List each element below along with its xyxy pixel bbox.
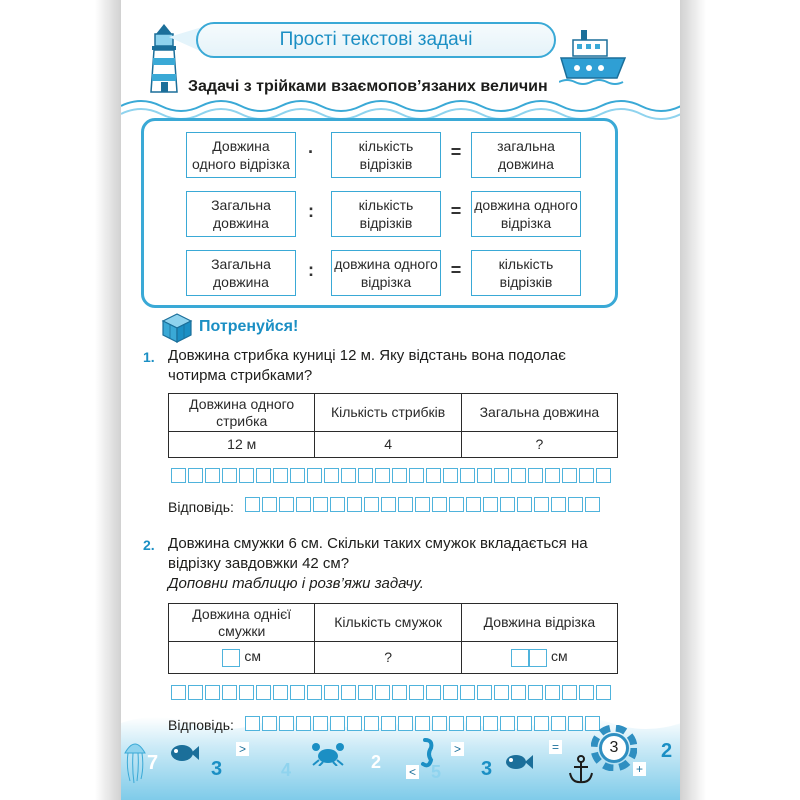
seahorse-icon bbox=[417, 738, 437, 768]
waves-decoration bbox=[121, 92, 680, 120]
formula-3-equals: = bbox=[450, 260, 462, 280]
task-1-number: 1. bbox=[143, 349, 155, 365]
task-1-solution-grid[interactable] bbox=[171, 468, 613, 483]
task-2-header-length: Довжина однієї смужки bbox=[169, 604, 315, 642]
ship-icon bbox=[559, 28, 627, 88]
task-1-cell-length: 12 м bbox=[169, 432, 315, 458]
page-edge-shadow-right bbox=[680, 0, 706, 800]
decor-symbol: 5 bbox=[431, 762, 442, 782]
task-2-unit-1: см bbox=[244, 648, 261, 665]
formula-1-term-b: кількість відрізків bbox=[331, 132, 441, 178]
task-1-header-total: Загальна довжина bbox=[461, 394, 617, 432]
cube-icon bbox=[161, 312, 193, 344]
decor-symbol: = bbox=[549, 740, 562, 754]
formula-2-operator: : bbox=[308, 201, 314, 221]
crab-icon bbox=[311, 740, 345, 766]
decor-symbol: + bbox=[633, 762, 646, 776]
task-2-total-input-tens[interactable] bbox=[511, 649, 529, 667]
task-1-cell-total: ? bbox=[461, 432, 617, 458]
formula-3-term-a: Загальна довжина bbox=[186, 250, 296, 296]
task-1-answer-grid[interactable] bbox=[245, 497, 602, 512]
task-2-answer-grid[interactable] bbox=[245, 716, 602, 731]
task-2-solution-grid[interactable] bbox=[171, 685, 613, 700]
section-subtitle: Задачі з трійками взаємопов’язаних величин bbox=[188, 78, 548, 95]
task-2-cell-count: ? bbox=[315, 642, 461, 674]
practice-title: Потренуйся! bbox=[199, 318, 299, 335]
decor-symbol: 3 bbox=[211, 758, 223, 780]
task-1-text: Довжина стрибка куниці 12 м. Яку відстань вона подолає чотирма стрибками? bbox=[168, 347, 566, 384]
decor-symbol: 2 bbox=[371, 752, 382, 772]
decor-symbol: > bbox=[236, 742, 249, 756]
task-2-header-count: Кількість смужок bbox=[315, 604, 461, 642]
decor-symbol: 2 bbox=[661, 740, 673, 762]
task-2-instruction: Доповни таблицю і розв’яжи задачу. bbox=[168, 575, 424, 592]
formula-1-term-a: Довжина одного відрізка bbox=[186, 132, 296, 178]
fish-icon bbox=[505, 752, 533, 772]
task-2-number: 2. bbox=[143, 537, 155, 553]
task-1-header-length: Довжина одного стрибка bbox=[169, 394, 315, 432]
decor-symbol: > bbox=[451, 742, 464, 756]
formula-2-equals: = bbox=[450, 201, 462, 221]
decor-symbol: 7 bbox=[147, 752, 159, 774]
task-2-length-input[interactable] bbox=[222, 649, 240, 667]
task-2-header-total: Довжина відрізка bbox=[461, 604, 617, 642]
formula-2-term-a: Загальна довжина bbox=[186, 191, 296, 237]
task-2-cell-length bbox=[169, 642, 315, 674]
formula-1-operator: · bbox=[308, 142, 314, 162]
formula-3-operator: : bbox=[308, 260, 314, 280]
page-number: 3 bbox=[599, 733, 629, 763]
formula-1-result: загальна довжина bbox=[471, 132, 581, 178]
task-2-text: Довжина смужки 6 см. Скільки таких смужок вкладається на відрізку завдовжки 42 см? bbox=[168, 535, 588, 572]
decor-symbol: < bbox=[406, 765, 419, 779]
page-edge-shadow-left bbox=[95, 0, 121, 800]
task-2-unit-3: см bbox=[551, 648, 568, 665]
fish-icon bbox=[169, 742, 199, 764]
jellyfish-icon bbox=[123, 735, 147, 785]
workbook-page bbox=[121, 0, 680, 800]
page-title: Прості текстові задачі bbox=[196, 22, 556, 58]
decor-symbol: 4 bbox=[281, 760, 292, 780]
formula-2-result: довжина одного відрізка bbox=[471, 191, 581, 237]
formula-3-result: кількість відрізків bbox=[471, 250, 581, 296]
task-1-answer-label: Відповідь: bbox=[168, 499, 234, 515]
task-1-table bbox=[168, 393, 618, 458]
task-2-table bbox=[168, 603, 618, 674]
task-2-cell-total bbox=[461, 642, 617, 674]
decor-symbol: 3 bbox=[481, 758, 493, 780]
formula-3-term-b: довжина одного відрізка bbox=[331, 250, 441, 296]
formula-2-term-b: кількість відрізків bbox=[331, 191, 441, 237]
formula-1-equals: = bbox=[450, 142, 462, 162]
task-2-total-input-ones[interactable] bbox=[529, 649, 547, 667]
task-1-header-count: Кількість стрибків bbox=[315, 394, 461, 432]
task-1-cell-count: 4 bbox=[315, 432, 461, 458]
task-2-answer-label: Відповідь: bbox=[168, 717, 234, 733]
